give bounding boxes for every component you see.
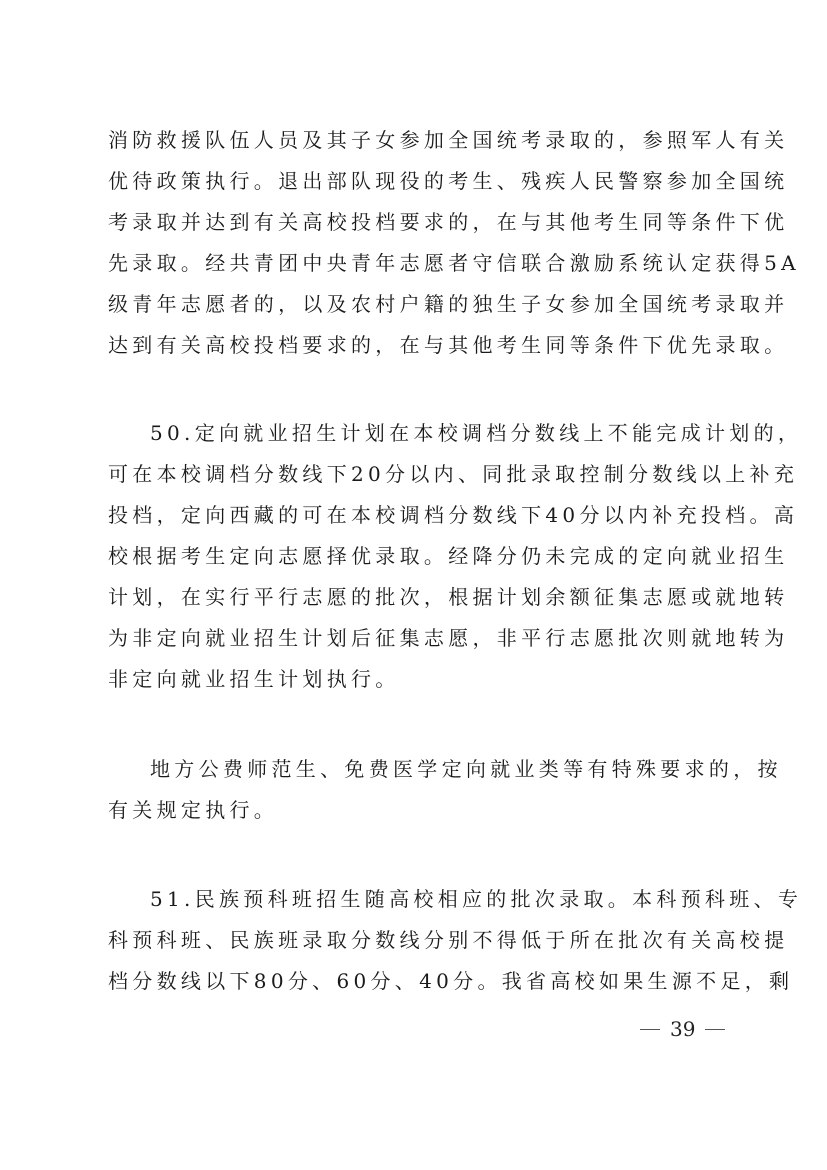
page-number — [640, 1014, 740, 1044]
text-line: 级青年志愿者的，以及农村户籍的独生子女参加全国统考录取并 — [108, 292, 789, 316]
text-line: 可在本校调档分数线下20分以内、同批录取控制分数线以上补充 — [108, 462, 799, 486]
text-line: 优待政策执行。退出部队现役的考生、残疾人民警察参加全国统 — [108, 169, 789, 193]
text-line: 50.定向就业招生计划在本校调档分数线上不能完成计划的， — [150, 421, 803, 445]
text-line: 科预科班、民族班录取分数线分别不得低于所在批次有关高校提 — [108, 928, 789, 952]
text-line: 有关规定执行。 — [108, 798, 279, 822]
text-line: 计划，在实行平行志愿的批次，根据计划余额征集志愿或就地转 — [108, 585, 789, 609]
text-line: 为非定向就业招生计划后征集志愿，非平行志愿批次则就地转为 — [108, 626, 789, 650]
text-line: 非定向就业招生计划执行。 — [108, 667, 400, 691]
text-line: 档分数线以下80分、60分、40分。我省高校如果生源不足，剩 — [108, 969, 794, 993]
page-number-dash-left — [640, 1029, 660, 1030]
text-line: 51.民族预科班招生随高校相应的批次录取。本科预科班、专 — [150, 887, 803, 911]
text-line: 地方公费师范生、免费医学定向就业类等有特殊要求的，按 — [150, 757, 782, 781]
page-number-value: 39 — [670, 1017, 696, 1041]
text-line: 考录取并达到有关高校投档要求的，在与其他考生同等条件下优 — [108, 210, 789, 234]
text-line: 校根据考生定向志愿择优录取。经降分仍未完成的定向就业招生 — [108, 544, 789, 568]
text-line: 先录取。经共青团中央青年志愿者守信联合激励系统认定获得5A — [108, 251, 800, 275]
text-line: 投档，定向西藏的可在本校调档分数线下40分以内补充投档。高 — [108, 503, 799, 527]
page-number-dash-right — [705, 1029, 725, 1030]
text-line: 消防救援队伍人员及其子女参加全国统考录取的，参照军人有关 — [108, 128, 789, 152]
text-line: 达到有关高校投档要求的，在与其他考生同等条件下优先录取。 — [108, 333, 789, 357]
